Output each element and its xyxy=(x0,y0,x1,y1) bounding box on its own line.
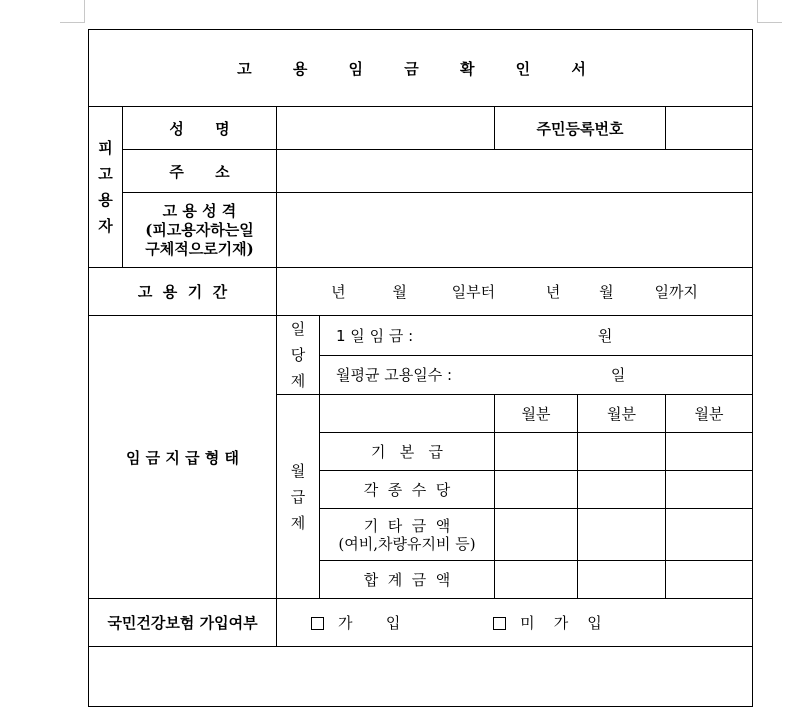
period-end-year: 년 xyxy=(545,283,561,301)
base-pay-month-3[interactable] xyxy=(666,433,753,471)
period-start-day: 일부터 xyxy=(451,283,496,301)
name-label: 성 명 xyxy=(123,107,277,150)
employee-section-label: 피 고 용 자 xyxy=(89,107,123,268)
form-title: 고 용 임 금 확 인 서 xyxy=(89,30,753,107)
monthly-wage-type-label: 월 급 제 xyxy=(277,395,320,599)
daily-wage-label: 1 일 임 금 : xyxy=(336,326,414,345)
other-amounts-month-3[interactable] xyxy=(666,509,753,561)
total-month-3[interactable] xyxy=(666,561,753,599)
rrn-label: 주민등록번호 xyxy=(495,107,666,150)
allowances-label: 각 종 수 당 xyxy=(320,471,495,509)
insurance-joined-option[interactable] xyxy=(311,612,400,633)
allowances-month-3[interactable] xyxy=(666,471,753,509)
other-amounts-title: 기 타 금 액 xyxy=(363,516,451,535)
address-field[interactable] xyxy=(277,150,753,193)
avg-days-unit: 일 xyxy=(610,366,626,385)
month-column-3: 월분 xyxy=(666,395,753,433)
employment-type-title: 고 용 성 격 xyxy=(162,201,237,220)
daily-wage-field[interactable] xyxy=(320,316,753,356)
period-end-month: 월 xyxy=(599,283,614,301)
month-column-2: 월분 xyxy=(578,395,666,433)
employment-type-label xyxy=(123,193,277,268)
monthly-header-blank xyxy=(320,395,495,433)
insurance-joined-checkbox[interactable] xyxy=(311,617,324,630)
other-amounts-note: (여비,차량유지비 등) xyxy=(338,534,476,553)
crop-mark-left-v xyxy=(84,0,85,23)
health-insurance-label: 국민건강보험 가입여부 xyxy=(89,599,277,647)
employment-type-field[interactable] xyxy=(277,193,753,268)
crop-mark-left-h xyxy=(60,22,84,23)
total-amount-label: 합 계 금 액 xyxy=(320,561,495,599)
period-start-month: 월 xyxy=(392,283,407,301)
crop-mark-right-h xyxy=(758,22,782,23)
avg-days-label: 월평균 고용일수 : xyxy=(336,366,453,385)
period-start-year: 년 xyxy=(331,283,346,301)
avg-days-field[interactable] xyxy=(320,355,753,395)
address-label: 주 소 xyxy=(123,150,277,193)
other-amounts-month-1[interactable] xyxy=(495,509,578,561)
employment-type-note-1: (피고용자하는일 xyxy=(145,220,254,239)
daily-wage-unit: 원 xyxy=(597,326,613,345)
base-pay-month-1[interactable] xyxy=(495,433,578,471)
employment-period-label: 고 용 기 간 xyxy=(89,268,277,316)
insurance-joined-label: 가 입 xyxy=(338,614,401,632)
other-amounts-month-2[interactable] xyxy=(578,509,666,561)
employment-period-field[interactable] xyxy=(277,268,753,316)
total-month-1[interactable] xyxy=(495,561,578,599)
insurance-not-joined-option[interactable] xyxy=(493,612,602,633)
other-amounts-label xyxy=(320,509,495,561)
insurance-not-joined-label: 미 가 입 xyxy=(520,614,602,632)
total-month-2[interactable] xyxy=(578,561,666,599)
period-end-day: 일까지 xyxy=(654,283,698,301)
crop-mark-right-v xyxy=(757,0,758,23)
allowances-month-1[interactable] xyxy=(495,471,578,509)
allowances-month-2[interactable] xyxy=(578,471,666,509)
base-pay-label: 기 본 급 xyxy=(320,433,495,471)
name-field[interactable] xyxy=(277,107,495,150)
employment-wage-form xyxy=(88,29,753,707)
form-bottom-area xyxy=(89,647,753,707)
daily-wage-type-label: 일 당 제 xyxy=(277,316,320,395)
employment-type-note-2: 구체적으로기재) xyxy=(145,239,254,258)
month-column-1: 월분 xyxy=(495,395,578,433)
base-pay-month-2[interactable] xyxy=(578,433,666,471)
rrn-field[interactable] xyxy=(666,107,753,150)
document-page xyxy=(88,29,752,689)
insurance-not-joined-checkbox[interactable] xyxy=(493,617,506,630)
health-insurance-options xyxy=(277,599,753,647)
wage-payment-type-label: 임 금 지 급 형 태 xyxy=(89,316,277,599)
